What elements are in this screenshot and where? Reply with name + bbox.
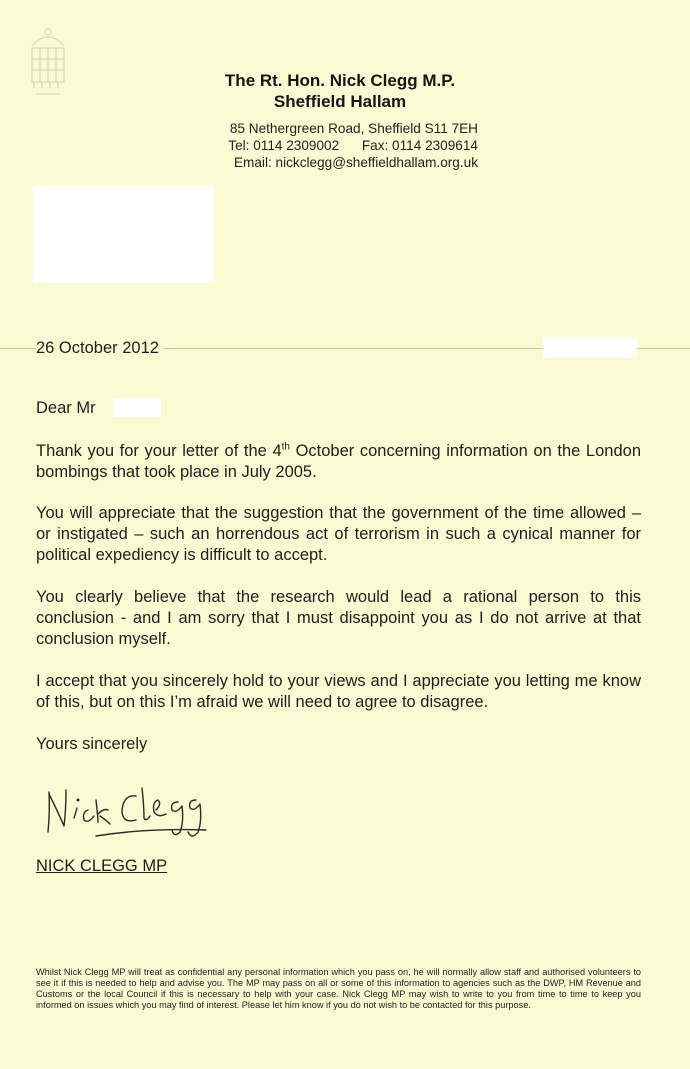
paragraph-4 xyxy=(36,671,641,713)
signatory-name: NICK CLEGG MP xyxy=(36,857,168,875)
paragraph-3 xyxy=(36,587,641,650)
ordinal-suffix: th xyxy=(281,441,290,453)
paragraph-4-text: I accept that you sincerely hold to your views and I appreciate you letting me know of this, but on this I’m afraid we will need to agree to disagree. xyxy=(36,672,641,711)
paragraph-2 xyxy=(36,503,641,566)
privacy-notice: Whilst Nick Clegg MP will treat as confidential any personal information which you pass on, he will normally allow staff and authorised volunteers to see it if this is needed to help and advise you. The MP may pass on all or some of this information to agencies such as the DWP, HM Revenue and Customs or the local Council if this is necessary to help with your case. Nick Clegg MP may wish to write to you from time to time to keep you informed on issues which you may find of interest. Please let him know if you do not wish to be contacted for this purpose. xyxy=(36,967,641,1010)
reference-redaction xyxy=(543,337,637,358)
email: Email: nickclegg@sheffieldhallam.org.uk xyxy=(233,155,478,170)
paragraph-3-text: You clearly believe that the research would lead a rational person to this conclusion - and I am sorry that I must disappoint you as I do not arrive at that conclusion myself. xyxy=(36,588,641,648)
fax: Fax: 0114 2309614 xyxy=(361,138,478,153)
phone-fax-line xyxy=(228,137,478,154)
paragraph-1-start: Thank you for your letter of the 4 xyxy=(36,442,282,460)
letterhead xyxy=(200,70,480,112)
constituency: Sheffield Hallam xyxy=(273,92,407,111)
paragraph-2-text: You will appreciate that the suggestion that the government of the time allowed – or instigated – such an horrendous act of terrorism in such a cynical manner for political expediency is difficult to accept. xyxy=(36,504,641,564)
salutation-text: Dear Mr xyxy=(36,399,96,417)
handwritten-signature xyxy=(36,770,226,848)
portcullis-crest-icon xyxy=(26,24,70,102)
recipient-address-redaction xyxy=(33,185,214,283)
address: 85 Nethergreen Road, Sheffield S11 7EH xyxy=(229,121,478,136)
mp-name: The Rt. Hon. Nick Clegg M.P. xyxy=(224,71,456,90)
contact-block xyxy=(228,120,478,171)
closing: Yours sincerely xyxy=(36,735,148,753)
telephone: Tel: 0114 2309002 xyxy=(228,138,340,153)
letter-date: 26 October 2012 xyxy=(36,339,163,358)
paragraph-1 xyxy=(36,441,641,483)
paragraph-1-end: October concerning information on the London bombings that took place in July 2005. xyxy=(36,442,641,481)
surname-redaction xyxy=(113,398,161,417)
